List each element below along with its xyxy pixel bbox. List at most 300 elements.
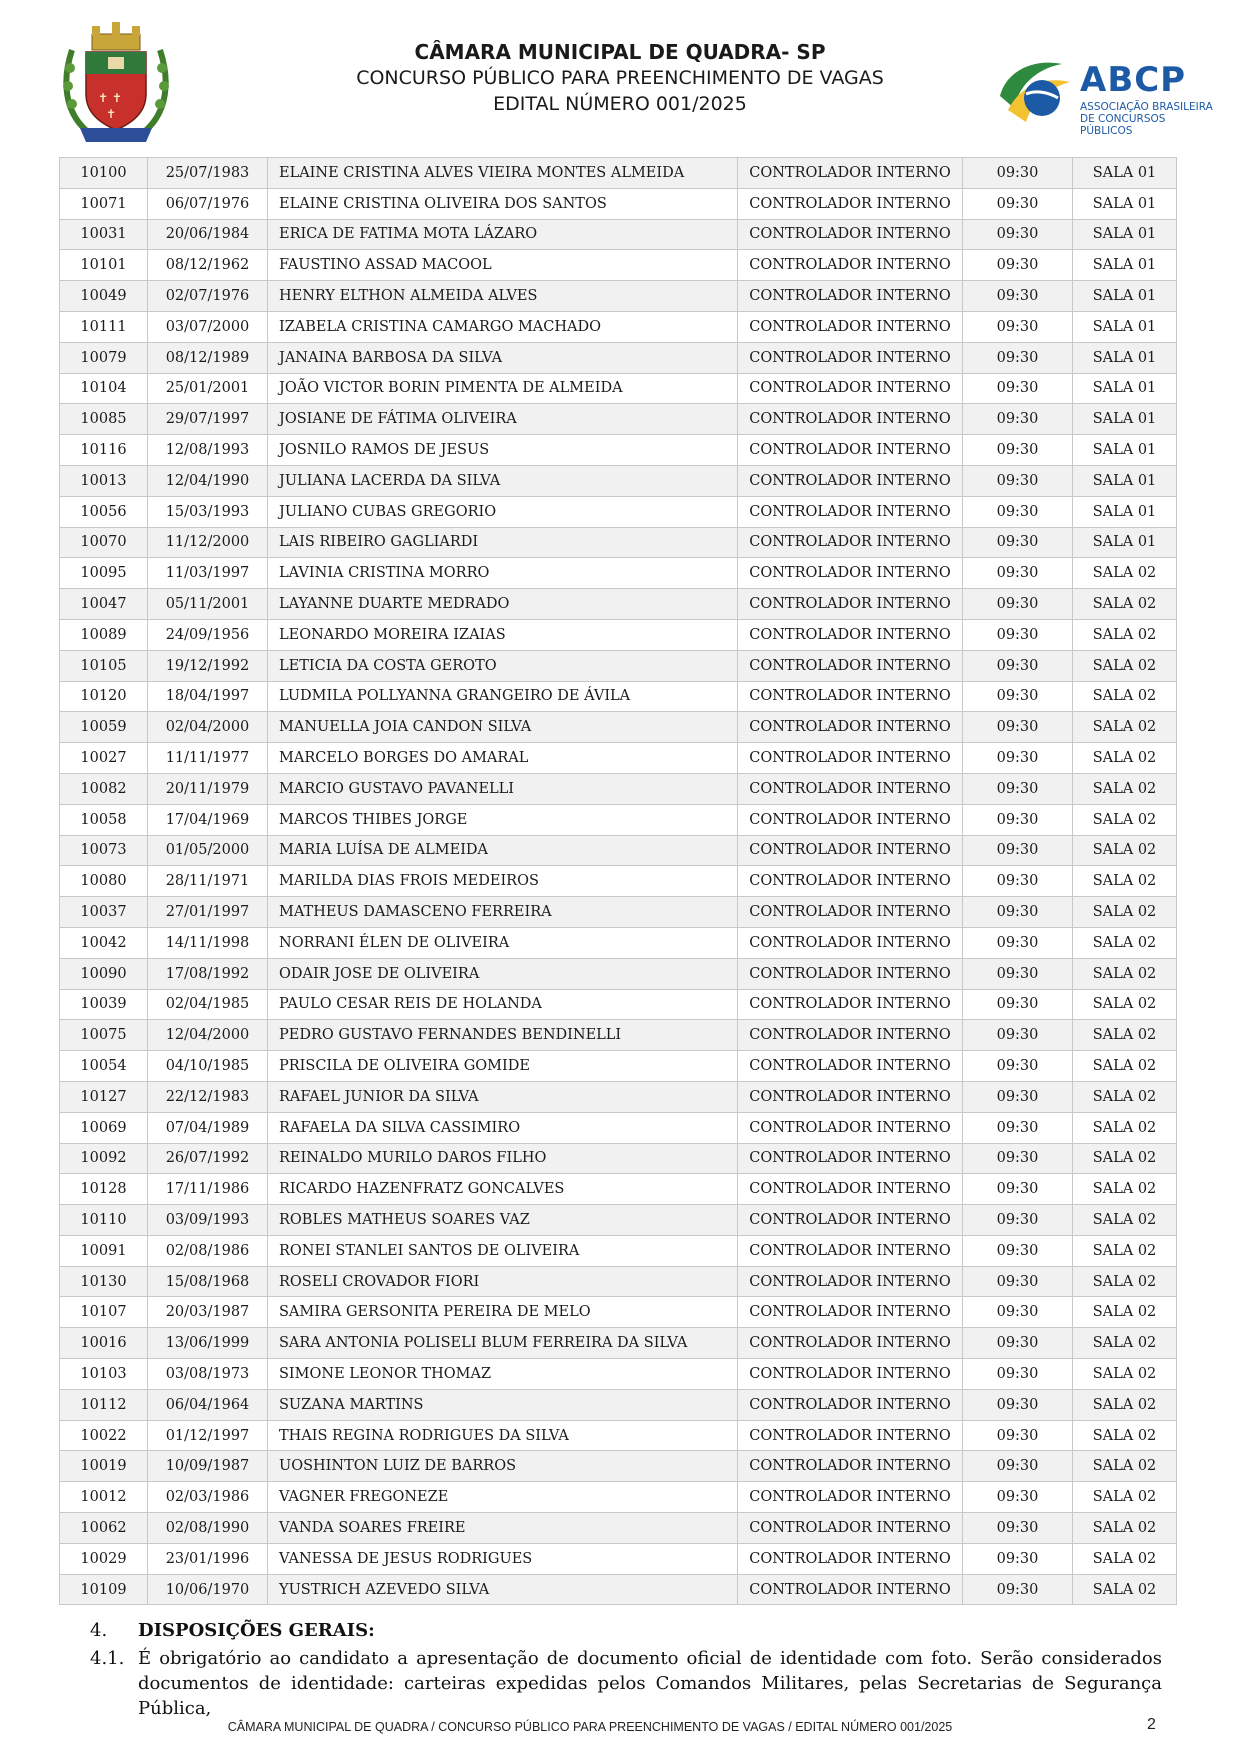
position-cell: CONTROLADOR INTERNO: [738, 589, 963, 620]
position-cell: CONTROLADOR INTERNO: [738, 1451, 963, 1482]
time-cell: 09:30: [963, 558, 1073, 589]
time-cell: 09:30: [963, 281, 1073, 312]
room-cell: SALA 01: [1073, 496, 1177, 527]
room-cell: SALA 02: [1073, 958, 1177, 989]
inscription-number-cell: 10039: [60, 989, 148, 1020]
time-cell: 09:30: [963, 1174, 1073, 1205]
inscription-number-cell: 10111: [60, 311, 148, 342]
candidate-name-cell: UOSHINTON LUIZ DE BARROS: [268, 1451, 738, 1482]
birth-date-cell: 23/01/1996: [148, 1543, 268, 1574]
table-row: [60, 1235, 1177, 1266]
room-cell: SALA 01: [1073, 311, 1177, 342]
candidate-name-cell: ERICA DE FATIMA MOTA LÁZARO: [268, 219, 738, 250]
room-cell: SALA 02: [1073, 712, 1177, 743]
room-cell: SALA 01: [1073, 281, 1177, 312]
header-title-block: [300, 40, 940, 117]
candidate-name-cell: SAMIRA GERSONITA PEREIRA DE MELO: [268, 1297, 738, 1328]
paragraph-text: [138, 1646, 1162, 1721]
inscription-number-cell: 10109: [60, 1574, 148, 1605]
candidate-name-cell: MARCOS THIBES JORGE: [268, 804, 738, 835]
room-cell: SALA 02: [1073, 927, 1177, 958]
candidate-name-cell: FAUSTINO ASSAD MACOOL: [268, 250, 738, 281]
inscription-number-cell: 10107: [60, 1297, 148, 1328]
room-cell: SALA 02: [1073, 773, 1177, 804]
room-cell: SALA 02: [1073, 1513, 1177, 1544]
room-cell: SALA 01: [1073, 373, 1177, 404]
inscription-number-cell: 10062: [60, 1513, 148, 1544]
candidate-name-cell: SARA ANTONIA POLISELI BLUM FERREIRA DA SILVA: [268, 1328, 738, 1359]
birth-date-cell: 12/08/1993: [148, 435, 268, 466]
table-row: [60, 342, 1177, 373]
room-cell: SALA 02: [1073, 1081, 1177, 1112]
inscription-number-cell: 10082: [60, 773, 148, 804]
candidate-name-cell: JOSNILO RAMOS DE JESUS: [268, 435, 738, 466]
abcp-logo-subtitle-line2: DE CONCURSOS PÚBLICOS: [1080, 113, 1166, 137]
position-cell: CONTROLADOR INTERNO: [738, 1174, 963, 1205]
candidate-name-cell: REINALDO MURILO DAROS FILHO: [268, 1143, 738, 1174]
time-cell: 09:30: [963, 188, 1073, 219]
time-cell: 09:30: [963, 773, 1073, 804]
time-cell: 09:30: [963, 1543, 1073, 1574]
table-row: [60, 1451, 1177, 1482]
position-cell: CONTROLADOR INTERNO: [738, 158, 963, 189]
room-cell: SALA 02: [1073, 558, 1177, 589]
candidate-name-cell: LAVINIA CRISTINA MORRO: [268, 558, 738, 589]
candidate-name-cell: RAFAEL JUNIOR DA SILVA: [268, 1081, 738, 1112]
table-row: [60, 1297, 1177, 1328]
room-cell: SALA 02: [1073, 804, 1177, 835]
candidate-name-cell: JOSIANE DE FÁTIMA OLIVEIRA: [268, 404, 738, 435]
inscription-number-cell: 10079: [60, 342, 148, 373]
svg-text:✝ ✝: ✝ ✝: [98, 91, 122, 105]
time-cell: 09:30: [963, 158, 1073, 189]
time-cell: 09:30: [963, 1451, 1073, 1482]
table-row: [60, 1420, 1177, 1451]
table-row: [60, 712, 1177, 743]
table-row: [60, 1112, 1177, 1143]
table-row: [60, 619, 1177, 650]
room-cell: SALA 02: [1073, 835, 1177, 866]
table-row: [60, 681, 1177, 712]
position-cell: CONTROLADOR INTERNO: [738, 1143, 963, 1174]
table-row: [60, 773, 1177, 804]
svg-text:✝: ✝: [106, 107, 117, 121]
birth-date-cell: 24/09/1956: [148, 619, 268, 650]
abcp-logo-subtitle-line1: ASSOCIAÇÃO BRASILEIRA: [1080, 101, 1213, 113]
room-cell: SALA 02: [1073, 619, 1177, 650]
position-cell: CONTROLADOR INTERNO: [738, 773, 963, 804]
birth-date-cell: 08/12/1989: [148, 342, 268, 373]
birth-date-cell: 17/11/1986: [148, 1174, 268, 1205]
table-row: [60, 311, 1177, 342]
paragraph-number: 4.1.: [90, 1648, 125, 1669]
table-row: [60, 1174, 1177, 1205]
inscription-number-cell: 10022: [60, 1420, 148, 1451]
room-cell: SALA 02: [1073, 1389, 1177, 1420]
birth-date-cell: 01/12/1997: [148, 1420, 268, 1451]
position-cell: CONTROLADOR INTERNO: [738, 681, 963, 712]
time-cell: 09:30: [963, 1359, 1073, 1390]
position-cell: CONTROLADOR INTERNO: [738, 1389, 963, 1420]
position-cell: CONTROLADOR INTERNO: [738, 989, 963, 1020]
birth-date-cell: 02/08/1990: [148, 1513, 268, 1544]
time-cell: 09:30: [963, 1205, 1073, 1236]
position-cell: CONTROLADOR INTERNO: [738, 558, 963, 589]
position-cell: CONTROLADOR INTERNO: [738, 958, 963, 989]
room-cell: SALA 02: [1073, 1112, 1177, 1143]
candidates-table: [59, 157, 1177, 1605]
time-cell: 09:30: [963, 866, 1073, 897]
time-cell: 09:30: [963, 250, 1073, 281]
inscription-number-cell: 10105: [60, 650, 148, 681]
candidate-name-cell: MARILDA DIAS FROIS MEDEIROS: [268, 866, 738, 897]
birth-date-cell: 11/11/1977: [148, 743, 268, 774]
position-cell: CONTROLADOR INTERNO: [738, 219, 963, 250]
candidate-name-cell: PRISCILA DE OLIVEIRA GOMIDE: [268, 1051, 738, 1082]
birth-date-cell: 17/04/1969: [148, 804, 268, 835]
room-cell: SALA 01: [1073, 435, 1177, 466]
table-row: [60, 1482, 1177, 1513]
room-cell: SALA 02: [1073, 1482, 1177, 1513]
position-cell: CONTROLADOR INTERNO: [738, 927, 963, 958]
birth-date-cell: 25/01/2001: [148, 373, 268, 404]
inscription-number-cell: 10075: [60, 1020, 148, 1051]
candidate-name-cell: MANUELLA JOIA CANDON SILVA: [268, 712, 738, 743]
inscription-number-cell: 10013: [60, 465, 148, 496]
candidate-name-cell: LAIS RIBEIRO GAGLIARDI: [268, 527, 738, 558]
room-cell: SALA 02: [1073, 1359, 1177, 1390]
position-cell: CONTROLADOR INTERNO: [738, 527, 963, 558]
birth-date-cell: 26/07/1992: [148, 1143, 268, 1174]
page-number: 2: [1147, 1716, 1156, 1733]
birth-date-cell: 14/11/1998: [148, 927, 268, 958]
table-row: [60, 527, 1177, 558]
birth-date-cell: 03/07/2000: [148, 311, 268, 342]
table-row: [60, 1020, 1177, 1051]
time-cell: 09:30: [963, 589, 1073, 620]
time-cell: 09:30: [963, 619, 1073, 650]
candidate-name-cell: ELAINE CRISTINA OLIVEIRA DOS SANTOS: [268, 188, 738, 219]
position-cell: CONTROLADOR INTERNO: [738, 1328, 963, 1359]
position-cell: CONTROLADOR INTERNO: [738, 311, 963, 342]
municipal-crest-icon: [58, 20, 174, 148]
birth-date-cell: 10/09/1987: [148, 1451, 268, 1482]
candidate-name-cell: ELAINE CRISTINA ALVES VIEIRA MONTES ALMEIDA: [268, 158, 738, 189]
position-cell: CONTROLADOR INTERNO: [738, 743, 963, 774]
time-cell: 09:30: [963, 311, 1073, 342]
candidate-name-cell: MATHEUS DAMASCENO FERREIRA: [268, 897, 738, 928]
time-cell: 09:30: [963, 1051, 1073, 1082]
position-cell: CONTROLADOR INTERNO: [738, 1235, 963, 1266]
candidate-name-cell: JANAINA BARBOSA DA SILVA: [268, 342, 738, 373]
inscription-number-cell: 10071: [60, 188, 148, 219]
inscription-number-cell: 10110: [60, 1205, 148, 1236]
room-cell: SALA 02: [1073, 1020, 1177, 1051]
birth-date-cell: 11/12/2000: [148, 527, 268, 558]
birth-date-cell: 06/07/1976: [148, 188, 268, 219]
inscription-number-cell: 10049: [60, 281, 148, 312]
room-cell: SALA 01: [1073, 250, 1177, 281]
room-cell: SALA 02: [1073, 989, 1177, 1020]
room-cell: SALA 02: [1073, 1543, 1177, 1574]
birth-date-cell: 29/07/1997: [148, 404, 268, 435]
position-cell: CONTROLADOR INTERNO: [738, 897, 963, 928]
birth-date-cell: 02/07/1976: [148, 281, 268, 312]
time-cell: 09:30: [963, 1389, 1073, 1420]
time-cell: 09:30: [963, 404, 1073, 435]
room-cell: SALA 01: [1073, 158, 1177, 189]
position-cell: CONTROLADOR INTERNO: [738, 1513, 963, 1544]
birth-date-cell: 08/12/1962: [148, 250, 268, 281]
room-cell: SALA 02: [1073, 681, 1177, 712]
table-row: [60, 250, 1177, 281]
position-cell: CONTROLADOR INTERNO: [738, 496, 963, 527]
position-cell: CONTROLADOR INTERNO: [738, 1420, 963, 1451]
time-cell: 09:30: [963, 989, 1073, 1020]
time-cell: 09:30: [963, 650, 1073, 681]
inscription-number-cell: 10128: [60, 1174, 148, 1205]
candidate-name-cell: VANDA SOARES FREIRE: [268, 1513, 738, 1544]
room-cell: SALA 02: [1073, 1297, 1177, 1328]
room-cell: SALA 01: [1073, 404, 1177, 435]
candidate-name-cell: HENRY ELTHON ALMEIDA ALVES: [268, 281, 738, 312]
candidate-name-cell: ROSELI CROVADOR FIORI: [268, 1266, 738, 1297]
section-number: 4.: [90, 1620, 108, 1641]
position-cell: CONTROLADOR INTERNO: [738, 866, 963, 897]
candidate-name-cell: JOÃO VICTOR BORIN PIMENTA DE ALMEIDA: [268, 373, 738, 404]
inscription-number-cell: 10116: [60, 435, 148, 466]
table-row: [60, 927, 1177, 958]
abcp-emblem-icon: [992, 52, 1076, 130]
position-cell: CONTROLADOR INTERNO: [738, 404, 963, 435]
birth-date-cell: 27/01/1997: [148, 897, 268, 928]
birth-date-cell: 28/11/1971: [148, 866, 268, 897]
inscription-number-cell: 10090: [60, 958, 148, 989]
inscription-number-cell: 10085: [60, 404, 148, 435]
inscription-number-cell: 10027: [60, 743, 148, 774]
position-cell: CONTROLADOR INTERNO: [738, 804, 963, 835]
birth-date-cell: 13/06/1999: [148, 1328, 268, 1359]
time-cell: 09:30: [963, 1266, 1073, 1297]
paragraph-line: É obrigatório ao candidato a apresentação de documento oficial de identidade com foto. Serão considerados: [138, 1648, 1162, 1669]
time-cell: 09:30: [963, 681, 1073, 712]
candidate-name-cell: LAYANNE DUARTE MEDRADO: [268, 589, 738, 620]
position-cell: CONTROLADOR INTERNO: [738, 835, 963, 866]
birth-date-cell: 02/03/1986: [148, 1482, 268, 1513]
candidate-name-cell: SUZANA MARTINS: [268, 1389, 738, 1420]
room-cell: SALA 01: [1073, 527, 1177, 558]
birth-date-cell: 10/06/1970: [148, 1574, 268, 1605]
candidate-name-cell: THAIS REGINA RODRIGUES DA SILVA: [268, 1420, 738, 1451]
table-row: [60, 373, 1177, 404]
time-cell: 09:30: [963, 897, 1073, 928]
candidate-name-cell: PEDRO GUSTAVO FERNANDES BENDINELLI: [268, 1020, 738, 1051]
position-cell: CONTROLADOR INTERNO: [738, 650, 963, 681]
time-cell: 09:30: [963, 527, 1073, 558]
inscription-number-cell: 10092: [60, 1143, 148, 1174]
birth-date-cell: 02/04/2000: [148, 712, 268, 743]
time-cell: 09:30: [963, 1513, 1073, 1544]
room-cell: SALA 02: [1073, 1266, 1177, 1297]
time-cell: 09:30: [963, 1420, 1073, 1451]
position-cell: CONTROLADOR INTERNO: [738, 1266, 963, 1297]
position-cell: CONTROLADOR INTERNO: [738, 281, 963, 312]
candidate-name-cell: VAGNER FREGONEZE: [268, 1482, 738, 1513]
birth-date-cell: 25/07/1983: [148, 158, 268, 189]
candidate-name-cell: LETICIA DA COSTA GEROTO: [268, 650, 738, 681]
time-cell: 09:30: [963, 1143, 1073, 1174]
candidate-name-cell: RICARDO HAZENFRATZ GONCALVES: [268, 1174, 738, 1205]
table-row: [60, 1543, 1177, 1574]
table-row: [60, 188, 1177, 219]
time-cell: 09:30: [963, 435, 1073, 466]
position-cell: CONTROLADOR INTERNO: [738, 1574, 963, 1605]
candidate-name-cell: LUDMILA POLLYANNA GRANGEIRO DE ÁVILA: [268, 681, 738, 712]
birth-date-cell: 22/12/1983: [148, 1081, 268, 1112]
birth-date-cell: 15/08/1968: [148, 1266, 268, 1297]
time-cell: 09:30: [963, 958, 1073, 989]
position-cell: CONTROLADOR INTERNO: [738, 712, 963, 743]
inscription-number-cell: 10095: [60, 558, 148, 589]
time-cell: 09:30: [963, 1297, 1073, 1328]
birth-date-cell: 17/08/1992: [148, 958, 268, 989]
header-title-line1: CÂMARA MUNICIPAL DE QUADRA- SP: [414, 40, 826, 64]
inscription-number-cell: 10056: [60, 496, 148, 527]
abcp-logo-subtitle: [1080, 101, 1214, 137]
inscription-number-cell: 10127: [60, 1081, 148, 1112]
time-cell: 09:30: [963, 804, 1073, 835]
birth-date-cell: 07/04/1989: [148, 1112, 268, 1143]
birth-date-cell: 12/04/2000: [148, 1020, 268, 1051]
page-header: [0, 0, 1241, 150]
time-cell: 09:30: [963, 342, 1073, 373]
candidate-name-cell: YUSTRICH AZEVEDO SILVA: [268, 1574, 738, 1605]
candidate-name-cell: SIMONE LEONOR THOMAZ: [268, 1359, 738, 1390]
birth-date-cell: 03/09/1993: [148, 1205, 268, 1236]
room-cell: SALA 01: [1073, 219, 1177, 250]
birth-date-cell: 19/12/1992: [148, 650, 268, 681]
candidate-name-cell: RONEI STANLEI SANTOS DE OLIVEIRA: [268, 1235, 738, 1266]
room-cell: SALA 02: [1073, 1574, 1177, 1605]
inscription-number-cell: 10080: [60, 866, 148, 897]
inscription-number-cell: 10058: [60, 804, 148, 835]
position-cell: CONTROLADOR INTERNO: [738, 1112, 963, 1143]
birth-date-cell: 05/11/2001: [148, 589, 268, 620]
inscription-number-cell: 10042: [60, 927, 148, 958]
position-cell: CONTROLADOR INTERNO: [738, 1543, 963, 1574]
table-row: [60, 897, 1177, 928]
room-cell: SALA 02: [1073, 1051, 1177, 1082]
time-cell: 09:30: [963, 465, 1073, 496]
table-row: [60, 158, 1177, 189]
position-cell: CONTROLADOR INTERNO: [738, 188, 963, 219]
time-cell: 09:30: [963, 835, 1073, 866]
table-row: [60, 743, 1177, 774]
candidate-name-cell: ROBLES MATHEUS SOARES VAZ: [268, 1205, 738, 1236]
position-cell: CONTROLADOR INTERNO: [738, 373, 963, 404]
room-cell: SALA 02: [1073, 1174, 1177, 1205]
table-row: [60, 219, 1177, 250]
table-row: [60, 1389, 1177, 1420]
table-row: [60, 958, 1177, 989]
table-row: [60, 435, 1177, 466]
inscription-number-cell: 10101: [60, 250, 148, 281]
inscription-number-cell: 10089: [60, 619, 148, 650]
footer-text: CÂMARA MUNICIPAL DE QUADRA / CONCURSO PÚBLICO PARA PREENCHIMENTO DE VAGAS / EDITAL NÚMERO 001/2025: [227, 1720, 953, 1734]
inscription-number-cell: 10029: [60, 1543, 148, 1574]
birth-date-cell: 20/06/1984: [148, 219, 268, 250]
birth-date-cell: 20/11/1979: [148, 773, 268, 804]
birth-date-cell: 02/08/1986: [148, 1235, 268, 1266]
table-row: [60, 465, 1177, 496]
time-cell: 09:30: [963, 496, 1073, 527]
table-row: [60, 1328, 1177, 1359]
table-row: [60, 866, 1177, 897]
candidate-name-cell: IZABELA CRISTINA CAMARGO MACHADO: [268, 311, 738, 342]
candidates-table-body: [60, 158, 1177, 1605]
section-title: DISPOSIÇÕES GERAIS:: [138, 1620, 375, 1641]
inscription-number-cell: 10103: [60, 1359, 148, 1390]
time-cell: 09:30: [963, 712, 1073, 743]
header-title-line2: CONCURSO PÚBLICO PARA PREENCHIMENTO DE VAGAS: [356, 67, 884, 89]
room-cell: SALA 01: [1073, 188, 1177, 219]
table-row: [60, 835, 1177, 866]
birth-date-cell: 11/03/1997: [148, 558, 268, 589]
birth-date-cell: 02/04/1985: [148, 989, 268, 1020]
header-title-line3: EDITAL NÚMERO 001/2025: [493, 93, 747, 115]
birth-date-cell: 01/05/2000: [148, 835, 268, 866]
position-cell: CONTROLADOR INTERNO: [738, 1297, 963, 1328]
position-cell: CONTROLADOR INTERNO: [738, 1359, 963, 1390]
birth-date-cell: 15/03/1993: [148, 496, 268, 527]
table-row: [60, 1143, 1177, 1174]
position-cell: CONTROLADOR INTERNO: [738, 1081, 963, 1112]
position-cell: CONTROLADOR INTERNO: [738, 465, 963, 496]
candidate-name-cell: RAFAELA DA SILVA CASSIMIRO: [268, 1112, 738, 1143]
position-cell: CONTROLADOR INTERNO: [738, 435, 963, 466]
inscription-number-cell: 10069: [60, 1112, 148, 1143]
time-cell: 09:30: [963, 219, 1073, 250]
candidate-name-cell: NORRANI ÉLEN DE OLIVEIRA: [268, 927, 738, 958]
table-row: [60, 558, 1177, 589]
birth-date-cell: 04/10/1985: [148, 1051, 268, 1082]
birth-date-cell: 03/08/1973: [148, 1359, 268, 1390]
inscription-number-cell: 10091: [60, 1235, 148, 1266]
time-cell: 09:30: [963, 1112, 1073, 1143]
candidate-name-cell: MARCIO GUSTAVO PAVANELLI: [268, 773, 738, 804]
inscription-number-cell: 10073: [60, 835, 148, 866]
room-cell: SALA 02: [1073, 589, 1177, 620]
room-cell: SALA 02: [1073, 1451, 1177, 1482]
candidate-name-cell: LEONARDO MOREIRA IZAIAS: [268, 619, 738, 650]
time-cell: 09:30: [963, 1235, 1073, 1266]
table-row: [60, 1081, 1177, 1112]
room-cell: SALA 02: [1073, 866, 1177, 897]
candidate-name-cell: PAULO CESAR REIS DE HOLANDA: [268, 989, 738, 1020]
candidate-name-cell: JULIANA LACERDA DA SILVA: [268, 465, 738, 496]
time-cell: 09:30: [963, 1482, 1073, 1513]
position-cell: CONTROLADOR INTERNO: [738, 250, 963, 281]
candidate-name-cell: ODAIR JOSE DE OLIVEIRA: [268, 958, 738, 989]
room-cell: SALA 02: [1073, 743, 1177, 774]
table-row: [60, 804, 1177, 835]
birth-date-cell: 18/04/1997: [148, 681, 268, 712]
room-cell: SALA 02: [1073, 650, 1177, 681]
table-row: [60, 589, 1177, 620]
paragraph-line: documentos de identidade: carteiras expedidas pelos Comandos Militares, pelas Secretarias de Segurança Pública,: [138, 1673, 1162, 1719]
inscription-number-cell: 10054: [60, 1051, 148, 1082]
table-row: [60, 1205, 1177, 1236]
